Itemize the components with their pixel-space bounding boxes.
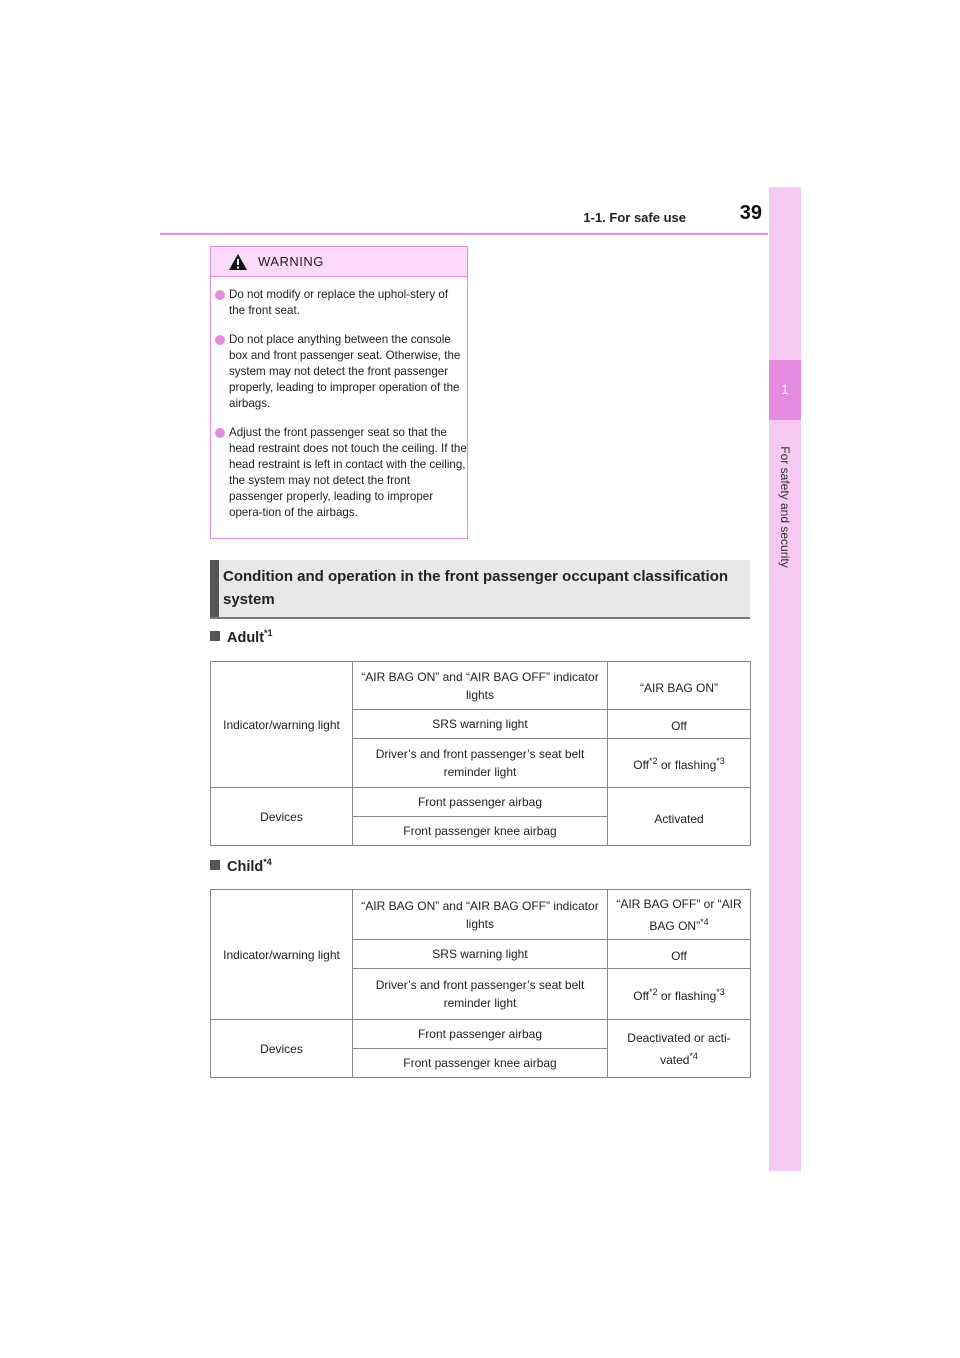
state-text: or flashing xyxy=(657,758,717,772)
state-cell xyxy=(608,662,751,710)
state-text: Off xyxy=(671,719,687,733)
bullet-icon xyxy=(215,335,225,345)
state-cell xyxy=(608,739,751,788)
warning-box xyxy=(210,246,468,539)
warning-list xyxy=(211,279,467,521)
child-heading-text: Child xyxy=(227,858,264,875)
table-row xyxy=(211,890,751,940)
footnote-ref: *2 xyxy=(649,756,658,766)
state-text: “AIR BAG ON” xyxy=(639,680,718,695)
footnote-ref: *4 xyxy=(263,857,272,867)
bullet-icon xyxy=(215,428,225,438)
item-cell: “AIR BAG ON” and “AIR BAG OFF” indicator lights xyxy=(353,890,608,940)
warning-item-text: Do not modify or replace the uphol-stery of the front seat. xyxy=(229,288,449,317)
footnote-ref: *2 xyxy=(649,987,658,997)
section-heading-title: Condition and operation in the front passenger occupant classification system xyxy=(223,568,729,608)
table-row xyxy=(211,788,751,817)
adult-heading xyxy=(210,628,273,646)
footnote-ref: *4 xyxy=(700,916,709,927)
state-cell xyxy=(608,969,751,1020)
state-text: Deactivated or acti-vated xyxy=(627,1030,731,1067)
warning-triangle-icon xyxy=(228,253,248,271)
state-text: Off xyxy=(671,949,687,963)
section-header: 1-1. For safe use xyxy=(583,210,686,225)
footnote-ref: *1 xyxy=(264,628,273,638)
devices-group-cell: Devices xyxy=(211,1020,353,1078)
warning-header xyxy=(211,247,467,277)
item-cell: “AIR BAG ON” and “AIR BAG OFF” indicator lights xyxy=(353,662,608,710)
state-text: “AIR BAG OFF” or “AIR BAG ON” xyxy=(616,896,742,933)
footnote-ref: *3 xyxy=(716,987,725,997)
state-text: Activated xyxy=(654,811,704,826)
state-cell xyxy=(608,788,751,846)
chapter-number-box xyxy=(769,360,801,420)
section-heading xyxy=(210,560,750,619)
state-text: Off xyxy=(633,989,650,1003)
item-cell: Front passenger knee airbag xyxy=(353,817,608,846)
state-cell xyxy=(608,710,751,739)
table-row xyxy=(211,662,751,710)
square-bullet-icon xyxy=(210,860,220,870)
state-cell xyxy=(608,1020,751,1078)
page-number: 39 xyxy=(739,202,762,224)
item-cell: SRS warning light xyxy=(353,940,608,969)
bullet-icon xyxy=(215,290,225,300)
footnote-ref: *4 xyxy=(689,1050,698,1061)
child-heading xyxy=(210,857,272,875)
state-cell xyxy=(608,890,751,940)
indicator-group-cell: Indicator/warning light xyxy=(211,662,353,788)
child-table xyxy=(210,889,751,1078)
state-cell xyxy=(608,940,751,969)
item-cell: Front passenger airbag xyxy=(353,788,608,817)
devices-group-cell: Devices xyxy=(211,788,353,846)
item-cell: Front passenger airbag xyxy=(353,1020,608,1049)
section-heading-bar xyxy=(210,560,219,617)
warning-item-text: Do not place anything between the console box and front passenger seat. Otherwise, the system may not detect the front passenger properly, leading to improper operation of the airbags. xyxy=(229,333,461,410)
warning-title: WARNING xyxy=(258,254,324,269)
indicator-group-cell: Indicator/warning light xyxy=(211,890,353,1020)
item-cell: Driver’s and front passenger’s seat belt reminder light xyxy=(353,969,608,1020)
state-text: or flashing xyxy=(657,989,717,1003)
item-cell: SRS warning light xyxy=(353,710,608,739)
header-rule xyxy=(160,233,768,235)
table-row xyxy=(211,1020,751,1049)
warning-item xyxy=(211,332,467,412)
chapter-title: For safety and security xyxy=(778,446,792,568)
warning-item xyxy=(211,425,467,521)
warning-item-text: Adjust the front passenger seat so that the head restraint does not touch the ceiling. If the head restraint is left in contact with the ceiling, the system may not detect the front passenger properly, leading to improper opera-tion of the airbags. xyxy=(229,426,467,519)
item-cell: Front passenger knee airbag xyxy=(353,1049,608,1078)
adult-heading-text: Adult xyxy=(227,629,265,646)
item-cell: Driver’s and front passenger’s seat belt reminder light xyxy=(353,739,608,788)
warning-item xyxy=(211,287,467,319)
footnote-ref: *3 xyxy=(716,756,725,766)
adult-table xyxy=(210,661,751,846)
chapter-number: 1 xyxy=(781,381,789,397)
chapter-side-tab xyxy=(769,187,801,1171)
square-bullet-icon xyxy=(210,631,220,641)
state-text: Off xyxy=(633,758,650,772)
